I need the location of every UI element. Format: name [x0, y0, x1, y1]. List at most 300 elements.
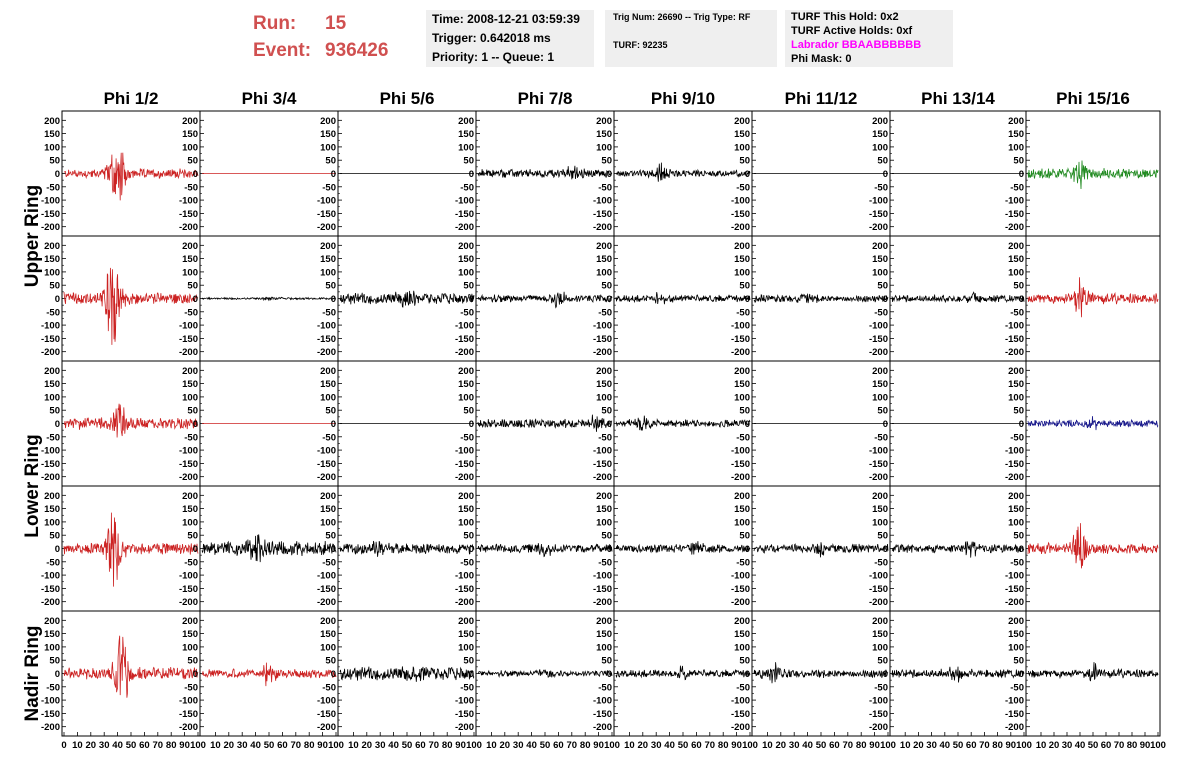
run-label: Run:: [253, 13, 297, 34]
y-tick-label: 150: [44, 129, 60, 141]
y-tick-label: 200: [872, 240, 888, 252]
x-tick-label: 70: [566, 740, 578, 751]
x-tick-label: 60: [553, 740, 564, 751]
y-tick-label: 0: [744, 419, 750, 430]
y-tick-label: 100: [182, 142, 198, 154]
y-tick-label: 50: [49, 655, 60, 667]
run-value: 15: [325, 13, 347, 34]
y-tick-label: 150: [320, 254, 336, 266]
y-tick-label: 50: [187, 280, 198, 292]
x-tick-label: 50: [677, 740, 689, 751]
y-tick-label: -150: [40, 208, 60, 220]
y-tick-label: 200: [872, 365, 888, 377]
y-tick-label: -200: [40, 597, 60, 609]
y-tick-label: 200: [1008, 240, 1024, 252]
turf-text: TURF: 92235: [613, 40, 668, 50]
y-tick-label: 50: [877, 530, 888, 542]
y-tick-label: 0: [330, 544, 336, 555]
y-tick-label: 0: [192, 169, 198, 180]
event-value: 936426: [325, 40, 389, 61]
y-tick-label: 50: [739, 530, 750, 542]
y-tick-label: 200: [182, 240, 198, 252]
x-tick-label: 30: [236, 740, 248, 751]
y-tick-label: -100: [730, 320, 750, 332]
y-tick-label: 0: [330, 169, 336, 180]
y-tick-label: -100: [730, 195, 750, 207]
y-tick-label: 100: [182, 392, 198, 404]
y-tick-label: -50: [322, 557, 336, 569]
y-tick-label: -150: [316, 333, 336, 345]
y-tick-label: 0: [606, 669, 612, 680]
y-tick-label: 200: [734, 115, 750, 127]
y-tick-label: 0: [468, 669, 474, 680]
y-tick-label: -200: [454, 222, 474, 234]
y-tick-label: 100: [734, 267, 750, 279]
x-tick-label: 90: [731, 740, 742, 751]
y-tick-label: -100: [868, 570, 888, 582]
y-tick-label: 150: [320, 379, 336, 391]
y-tick-label: -200: [1004, 222, 1024, 234]
x-tick-label: 10: [1035, 740, 1047, 751]
y-tick-label: -200: [592, 472, 612, 484]
y-tick-label: 50: [601, 155, 612, 167]
y-tick-label: 100: [734, 517, 750, 529]
waveform-line: [478, 543, 612, 556]
y-tick-label: 50: [739, 405, 750, 417]
y-tick-label: -50: [736, 557, 750, 569]
x-tick-label: 70: [979, 740, 990, 751]
y-tick-label: -200: [730, 472, 750, 484]
y-tick-label: 150: [1008, 629, 1024, 641]
y-tick-label: 200: [734, 490, 750, 502]
y-tick-label: 50: [739, 280, 750, 292]
y-tick-label: 100: [320, 517, 336, 529]
waveform-line: [1028, 523, 1158, 568]
y-tick-label: 0: [468, 544, 474, 555]
y-tick-label: 150: [596, 629, 612, 641]
y-tick-label: 150: [458, 254, 474, 266]
y-tick-label: 100: [596, 392, 612, 404]
column-title: Phi 15/16: [1056, 89, 1130, 108]
y-tick-label: 100: [872, 517, 888, 529]
y-tick-label: -150: [730, 708, 750, 720]
y-tick-label: 200: [44, 615, 60, 627]
y-tick-label: -150: [40, 708, 60, 720]
y-tick-label: 200: [44, 115, 60, 127]
y-tick-label: -50: [46, 182, 60, 194]
waveform-line: [616, 163, 750, 182]
y-tick-label: -100: [316, 695, 336, 707]
y-tick-label: 0: [744, 169, 750, 180]
y-tick-label: 50: [49, 280, 60, 292]
y-tick-label: -50: [874, 557, 888, 569]
column-title: Phi 3/4: [241, 89, 297, 108]
y-tick-label: -150: [40, 583, 60, 595]
y-tick-label: -100: [454, 320, 474, 332]
y-tick-label: 200: [734, 365, 750, 377]
y-tick-label: -150: [868, 708, 888, 720]
y-tick-label: -150: [178, 208, 198, 220]
y-tick-label: -100: [730, 695, 750, 707]
y-tick-label: 150: [872, 379, 888, 391]
x-tick-label: 100: [742, 740, 758, 751]
y-tick-label: 200: [320, 490, 336, 502]
x-tick-label: 90: [869, 740, 880, 751]
y-tick-label: -100: [178, 695, 198, 707]
y-tick-label: 200: [44, 240, 60, 252]
y-tick-label: -50: [874, 182, 888, 194]
y-tick-label: 0: [882, 669, 888, 680]
y-tick-label: 100: [596, 517, 612, 529]
y-tick-label: -150: [316, 458, 336, 470]
y-tick-label: -200: [316, 472, 336, 484]
x-tick-label: 100: [604, 740, 620, 751]
y-tick-label: 50: [1013, 155, 1024, 167]
y-tick-label: -150: [454, 458, 474, 470]
y-tick-label: -150: [178, 583, 198, 595]
y-tick-label: 0: [606, 419, 612, 430]
y-tick-label: -100: [454, 445, 474, 457]
waveform-line: [64, 513, 198, 587]
y-tick-label: -100: [868, 695, 888, 707]
y-tick-label: -100: [592, 445, 612, 457]
y-tick-label: -100: [40, 445, 60, 457]
y-tick-label: 0: [54, 544, 60, 555]
y-tick-label: -150: [454, 333, 474, 345]
x-tick-label: 80: [579, 740, 591, 751]
y-tick-label: 200: [734, 240, 750, 252]
ring-label: Lower Ring: [22, 434, 43, 538]
y-tick-label: -200: [454, 347, 474, 359]
y-tick-label: -50: [460, 557, 474, 569]
y-tick-label: -150: [592, 583, 612, 595]
x-tick-label: 10: [899, 740, 911, 751]
x-tick-label: 10: [348, 740, 359, 751]
y-tick-label: 0: [606, 544, 612, 555]
y-tick-label: 150: [872, 129, 888, 141]
y-tick-label: -100: [868, 195, 888, 207]
y-tick-label: -150: [316, 208, 336, 220]
y-tick-label: 100: [44, 517, 60, 529]
waveform-line: [202, 534, 336, 562]
y-tick-label: 100: [734, 142, 750, 154]
y-tick-label: -100: [40, 570, 60, 582]
x-tick-label: 100: [880, 740, 896, 751]
y-tick-label: -50: [460, 182, 474, 194]
x-tick-label: 70: [152, 740, 164, 751]
y-tick-label: -100: [454, 195, 474, 207]
y-tick-label: -200: [316, 222, 336, 234]
y-tick-label: 50: [325, 530, 336, 542]
y-tick-label: 100: [44, 142, 60, 154]
y-tick-label: 200: [320, 115, 336, 127]
y-tick-label: -200: [454, 722, 474, 734]
y-tick-label: 0: [606, 169, 612, 180]
y-tick-label: 0: [606, 294, 612, 305]
y-tick-label: 200: [458, 490, 474, 502]
x-tick-label: 10: [624, 740, 635, 751]
waveform-line: [64, 153, 198, 201]
y-tick-label: -200: [178, 472, 198, 484]
y-tick-label: 150: [320, 629, 336, 641]
y-tick-label: 50: [325, 280, 336, 292]
waveform-line: [478, 415, 612, 432]
x-tick-label: 80: [165, 740, 177, 751]
waveform-line: [478, 292, 612, 308]
y-tick-label: 100: [1008, 642, 1024, 654]
waveform-line: [1028, 161, 1158, 190]
waveform-line: [1028, 662, 1158, 681]
y-tick-label: 50: [601, 280, 612, 292]
y-tick-label: 200: [182, 115, 198, 127]
x-tick-label: 50: [1087, 740, 1099, 751]
y-tick-label: -200: [592, 597, 612, 609]
y-tick-label: -200: [592, 722, 612, 734]
y-tick-label: -50: [1010, 307, 1024, 319]
column-title: Phi 9/10: [650, 89, 716, 108]
y-tick-label: 0: [330, 669, 336, 680]
y-tick-label: -150: [454, 583, 474, 595]
x-tick-label: 30: [926, 740, 937, 751]
waveform-line: [616, 541, 750, 555]
labrador-text: Labrador BBAABBBBBB: [791, 39, 922, 51]
y-tick-label: 200: [458, 240, 474, 252]
y-tick-label: -100: [40, 320, 60, 332]
x-tick-label: 80: [1126, 740, 1138, 751]
y-tick-label: 200: [596, 365, 612, 377]
y-tick-label: 150: [182, 254, 198, 266]
y-tick-label: -100: [40, 195, 60, 207]
y-tick-label: -100: [1004, 445, 1024, 457]
y-tick-label: -50: [1010, 682, 1024, 694]
y-tick-label: 200: [182, 365, 198, 377]
x-tick-label: 50: [815, 740, 827, 751]
y-tick-label: 50: [187, 155, 198, 167]
y-tick-label: 150: [596, 504, 612, 516]
waveform-line: [64, 404, 198, 438]
y-tick-label: 150: [458, 504, 474, 516]
y-tick-label: -150: [592, 208, 612, 220]
y-tick-label: 0: [54, 169, 60, 180]
waveform-line: [1028, 277, 1158, 317]
y-tick-label: 200: [596, 615, 612, 627]
y-tick-label: 0: [330, 419, 336, 430]
x-tick-label: 10: [210, 740, 221, 751]
y-tick-label: 150: [458, 379, 474, 391]
y-tick-label: 150: [182, 504, 198, 516]
x-tick-label: 10: [762, 740, 773, 751]
x-tick-label: 90: [1139, 740, 1151, 751]
y-tick-label: -50: [598, 182, 612, 194]
y-tick-label: 0: [54, 294, 60, 305]
y-tick-label: 0: [1018, 669, 1024, 680]
y-tick-label: -50: [598, 307, 612, 319]
y-tick-label: 50: [739, 655, 750, 667]
y-tick-label: -200: [40, 222, 60, 234]
y-tick-label: 0: [882, 419, 888, 430]
y-tick-label: 50: [1013, 530, 1024, 542]
y-tick-label: -150: [868, 583, 888, 595]
waveform-line: [478, 669, 612, 677]
y-tick-label: 100: [320, 392, 336, 404]
y-tick-label: 0: [54, 669, 60, 680]
waveform-line: [754, 662, 888, 683]
column-title: Phi 11/12: [784, 89, 858, 108]
y-tick-label: -100: [1004, 195, 1024, 207]
y-tick-label: 100: [44, 392, 60, 404]
y-tick-label: 50: [187, 655, 198, 667]
y-tick-label: -150: [316, 583, 336, 595]
y-tick-label: 150: [734, 629, 750, 641]
y-tick-label: 150: [458, 629, 474, 641]
y-tick-label: 50: [463, 655, 474, 667]
y-tick-label: -100: [730, 445, 750, 457]
y-tick-label: -150: [592, 333, 612, 345]
x-tick-label: 70: [704, 740, 716, 751]
y-tick-label: 0: [882, 294, 888, 305]
waveform-line: [202, 297, 336, 300]
y-tick-label: 0: [192, 544, 198, 555]
time-text: Time: 2008-12-21 03:59:39: [432, 12, 580, 26]
y-tick-label: 50: [601, 655, 612, 667]
x-tick-label: 100: [466, 740, 482, 751]
y-tick-label: 50: [877, 155, 888, 167]
y-tick-label: 150: [1008, 129, 1024, 141]
x-tick-label: 60: [1100, 740, 1112, 751]
y-tick-label: -200: [178, 347, 198, 359]
x-tick-label: 60: [691, 740, 702, 751]
y-tick-label: -100: [316, 570, 336, 582]
y-tick-label: 200: [44, 490, 60, 502]
y-tick-label: 200: [872, 115, 888, 127]
x-tick-label: 80: [303, 740, 315, 751]
x-tick-label: 0: [61, 740, 67, 751]
y-tick-label: 150: [44, 379, 60, 391]
y-tick-label: -50: [1010, 557, 1024, 569]
y-tick-label: 100: [458, 267, 474, 279]
y-tick-label: -200: [868, 222, 888, 234]
y-tick-label: 150: [596, 254, 612, 266]
y-tick-label: 150: [320, 129, 336, 141]
y-tick-label: -50: [598, 682, 612, 694]
y-tick-label: 100: [1008, 142, 1024, 154]
y-tick-label: -150: [868, 208, 888, 220]
y-tick-label: -100: [592, 195, 612, 207]
waveform-line: [754, 294, 888, 304]
y-tick-label: -200: [1004, 472, 1024, 484]
y-tick-label: -100: [178, 320, 198, 332]
x-tick-label: 30: [650, 740, 662, 751]
y-tick-label: -100: [592, 320, 612, 332]
y-tick-label: -150: [592, 458, 612, 470]
y-tick-label: -50: [736, 682, 750, 694]
y-tick-label: -200: [40, 472, 60, 484]
y-tick-label: 50: [739, 155, 750, 167]
y-tick-label: 0: [744, 294, 750, 305]
trig-num-text: Trig Num: 26690 -- Trig Type: RF: [613, 12, 751, 22]
trigger-text: Trigger: 0.642018 ms: [432, 31, 551, 45]
waveform-line: [64, 268, 198, 345]
x-tick-label: 60: [829, 740, 840, 751]
y-tick-label: 0: [192, 419, 198, 430]
y-tick-label: 100: [872, 142, 888, 154]
y-tick-label: 0: [192, 294, 198, 305]
y-tick-label: -50: [322, 432, 336, 444]
column-title: Phi 7/8: [517, 89, 573, 108]
column-title: Phi 1/2: [103, 89, 159, 108]
y-tick-label: 200: [320, 615, 336, 627]
y-tick-label: -200: [592, 347, 612, 359]
y-tick-label: 200: [458, 615, 474, 627]
y-tick-label: 50: [463, 530, 474, 542]
x-tick-label: 60: [415, 740, 426, 751]
x-tick-label: 20: [361, 740, 373, 751]
y-tick-label: -100: [178, 445, 198, 457]
y-tick-label: 100: [596, 142, 612, 154]
y-tick-label: -50: [184, 682, 198, 694]
y-tick-label: -150: [178, 708, 198, 720]
y-tick-label: -50: [184, 182, 198, 194]
y-tick-label: 200: [458, 365, 474, 377]
y-tick-label: -50: [46, 557, 60, 569]
y-tick-label: -50: [322, 682, 336, 694]
y-tick-label: 200: [872, 490, 888, 502]
y-tick-label: -50: [874, 307, 888, 319]
y-tick-label: 100: [182, 267, 198, 279]
phi-mask-text: Phi Mask: 0: [791, 53, 852, 65]
y-tick-label: -50: [736, 307, 750, 319]
y-tick-label: 50: [601, 405, 612, 417]
y-tick-label: 0: [192, 669, 198, 680]
y-tick-label: 200: [596, 490, 612, 502]
y-tick-label: 50: [325, 405, 336, 417]
y-tick-label: 50: [1013, 655, 1024, 667]
y-tick-label: -200: [868, 597, 888, 609]
y-tick-label: 150: [44, 254, 60, 266]
y-tick-label: -150: [1004, 208, 1024, 220]
x-tick-label: 40: [802, 740, 813, 751]
waveform-line: [478, 166, 612, 180]
column-title: Phi 13/14: [921, 89, 995, 108]
y-tick-label: 0: [744, 544, 750, 555]
x-tick-label: 20: [223, 740, 235, 751]
y-tick-label: 150: [872, 629, 888, 641]
y-tick-label: 200: [872, 615, 888, 627]
y-tick-label: 50: [877, 655, 888, 667]
y-tick-label: -100: [178, 570, 198, 582]
x-tick-label: 30: [788, 740, 800, 751]
y-tick-label: -150: [178, 333, 198, 345]
waveform-line: [64, 636, 198, 698]
y-tick-label: 50: [1013, 280, 1024, 292]
y-tick-label: 150: [182, 629, 198, 641]
x-tick-label: 50: [125, 740, 137, 751]
x-tick-label: 30: [98, 740, 110, 751]
y-tick-label: 0: [1018, 544, 1024, 555]
y-tick-label: -150: [1004, 708, 1024, 720]
y-tick-label: 0: [330, 294, 336, 305]
x-tick-label: 60: [277, 740, 288, 751]
y-tick-label: -200: [730, 222, 750, 234]
x-tick-label: 20: [499, 740, 511, 751]
y-tick-label: -50: [184, 307, 198, 319]
y-tick-label: -200: [316, 347, 336, 359]
y-tick-label: -200: [868, 472, 888, 484]
y-tick-label: 100: [320, 642, 336, 654]
waveform-line: [892, 292, 1024, 303]
y-tick-label: 100: [734, 642, 750, 654]
y-tick-label: 100: [458, 142, 474, 154]
